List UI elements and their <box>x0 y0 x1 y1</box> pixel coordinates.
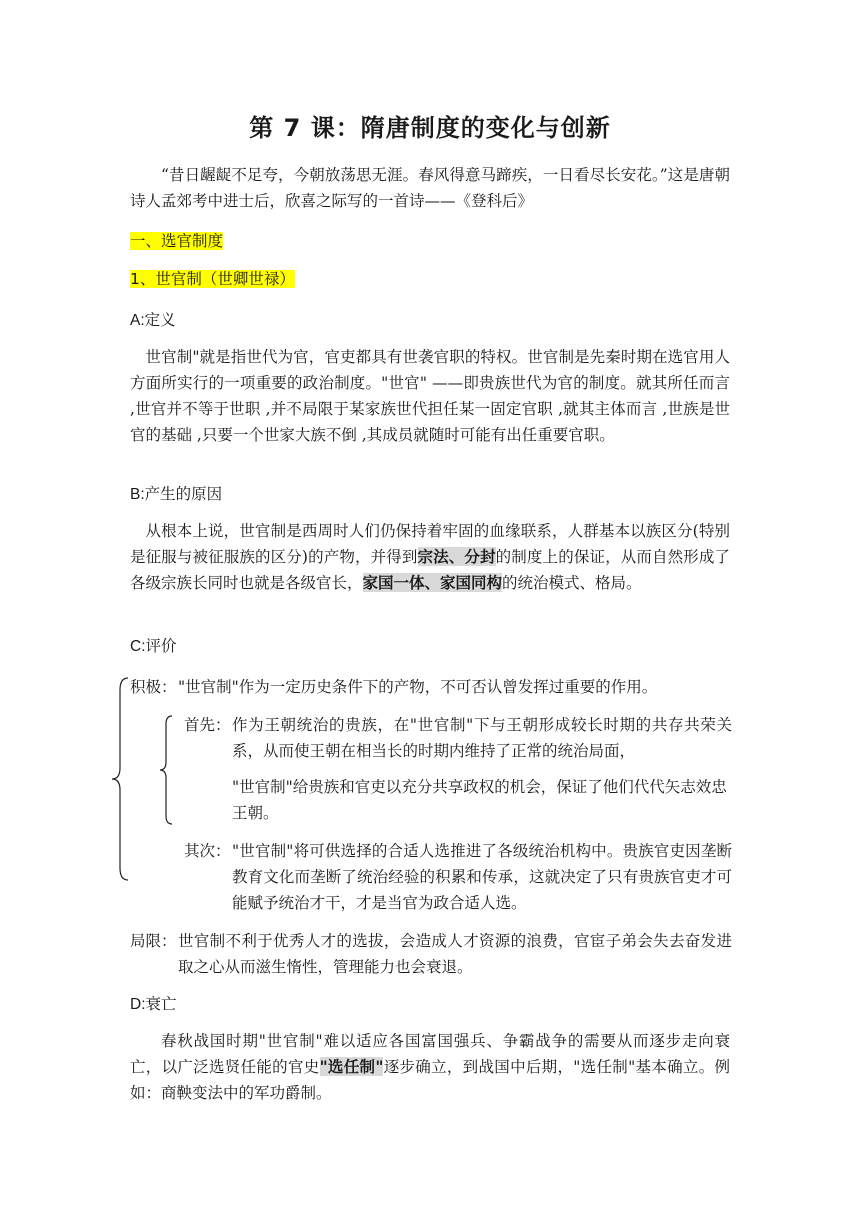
cause-text-3: 的统治模式、格局。 <box>502 574 642 592</box>
first-text-2: "世官制"给贵族和官吏以充分共享政权的机会，保证了他们代代矢志效忠王朝。 <box>232 778 727 822</box>
intro-paragraph: “昔日龌龊不足夸，今朝放荡思无涯。春风得意马蹄疾，一日看尽长安花。”这是唐朝诗人孟郊考中进士后，欣喜之际写的一首诗——《登科后》 <box>130 166 730 210</box>
first-lead: 首先： <box>184 716 231 734</box>
highlight-zongfa: 宗法、分封 <box>417 547 496 566</box>
section-heading-text: 一、选官制度 <box>130 232 224 250</box>
subsection-heading <box>130 268 295 290</box>
page-title: 第 7 课：隋唐制度的变化与创新 <box>249 114 611 142</box>
first-text-2-row <box>232 774 732 826</box>
positive-lead: 积极： <box>130 678 177 696</box>
highlight-xuanren: "选任制" <box>319 1057 384 1076</box>
cause-text-1: 从根本上说，世官制是西周时人们仍保持着牢固的血缘联系，人群基本以族区分(特别是征服与被征服族的区分)的产物，并得到 <box>130 522 730 566</box>
first-text: 作为王朝统治的贵族，在"世官制"下与王朝形成较长时期的共存共荣关系，从而使王朝在相当长的时期内维持了正常的统治局面， <box>232 716 732 760</box>
evaluation-label: C:评价 <box>130 638 177 655</box>
limitation-lead: 局限： <box>130 932 177 950</box>
positive-text: "世官制"作为一定历史条件下的产物，不可否认曾发挥过重要的作用。 <box>178 678 658 696</box>
section-heading <box>130 230 223 252</box>
limitation-text: 世官制不利于优秀人才的选拔，会造成人才资源的浪费，官宦子弟会失去奋发进取之心从而滋生惰性，管理能力也会衰退。 <box>178 932 732 976</box>
definition-paragraph: 世官制"就是指世代为官，官吏都具有世袭官职的特权。世官制是先秦时期在选官用人方面所实行的一项重要的政治制度。"世官" ——即贵族世代为官的制度。就其所任而言 ,世官并不等于世职 ,并不局限于某家族世代担任某一固定官职 ,就其主体而言 ,世族是世官的基础 ,只要一个世家大族不倒 ,其成员就随时可能有出任重要官职。 <box>130 348 730 444</box>
second-lead: 其次： <box>184 842 231 860</box>
cause-label: B:产生的原因 <box>130 486 223 503</box>
first-row <box>184 712 732 764</box>
decline-paragraph <box>130 1028 730 1106</box>
cause-text-2: 的制度上的保证，从而自然形成了各级宗族长同时也就是各级官长， <box>130 548 730 592</box>
subsection-heading-text: 1、世官制（世卿世禄） <box>130 270 295 288</box>
decline-label: D:衰亡 <box>130 996 177 1013</box>
highlight-jiaguo: 家国一体、家国同构 <box>362 573 503 592</box>
definition-label: A:定义 <box>130 312 176 329</box>
inner-brace-icon <box>158 714 176 826</box>
decline-text-1: 春秋战国时期"世官制"难以适应各国富国强兵、争霸战争的需要从而逐步走向衰亡，以广泛选贤任能的官史 <box>130 1032 730 1076</box>
cause-paragraph <box>130 518 730 596</box>
decline-text-2: 逐步确立，到战国中后期，"选任制"基本确立。例如：商鞅变法中的军功爵制。 <box>130 1058 730 1102</box>
outer-brace-icon <box>110 676 132 882</box>
second-text: "世官制"将可供选择的合适人选推进了各级统治机构中。贵族官吏因垄断教育文化而垄断了统治经验的积累和传承，这就决定了只有贵族官吏才可能赋予统治才干，才是当官为政合适人选。 <box>232 842 732 912</box>
